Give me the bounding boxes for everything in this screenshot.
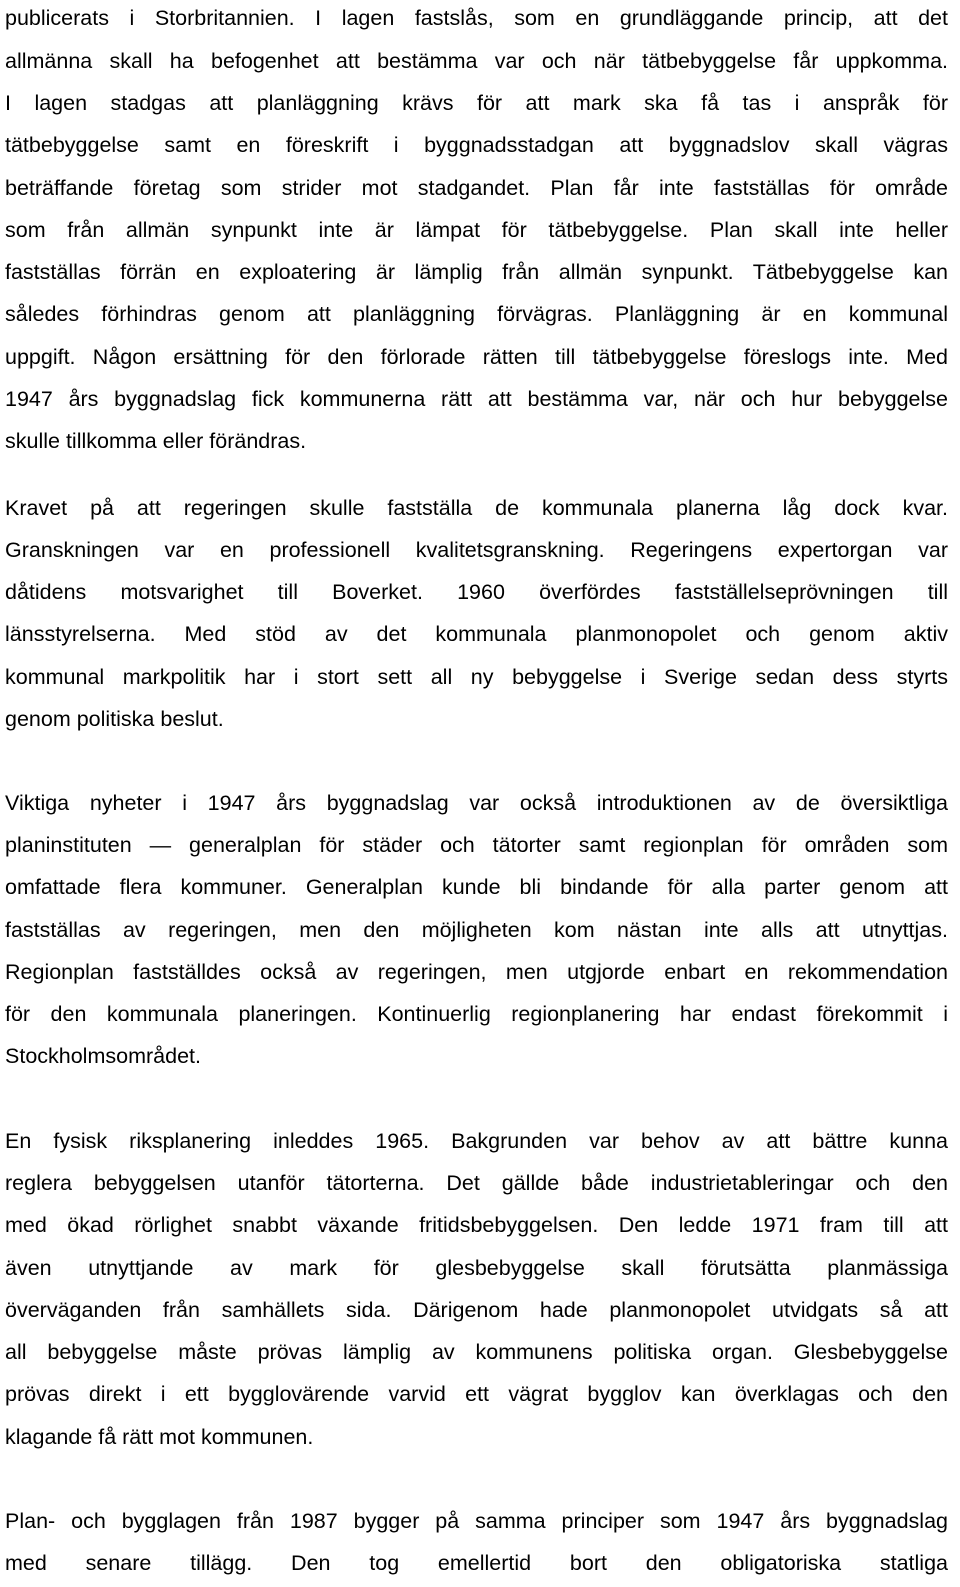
text-line: publicerats i Storbritannien. I lagen fastslås, som en grundläggande princip, att det [5, 6, 948, 30]
text-line: planinstituten — generalplan för städer och tätorter samt regionplan för områden som [5, 833, 948, 857]
text-line: 1947 års byggnadslag fick kommunerna rätt att bestämma var, när och hur bebyggelse [5, 387, 948, 411]
text-line: även utnyttjande av mark för glesbebyggelse skall förutsätta planmässiga [5, 1256, 948, 1280]
text-line: med ökad rörlighet snabbt växande fritidsbebyggelsen. Den ledde 1971 fram till att [5, 1213, 948, 1237]
text-line: Kravet på att regeringen skulle fastställa de kommunala planerna låg dock kvar. [5, 496, 948, 520]
text-line: länsstyrelserna. Med stöd av det kommunala planmonopolet och genom aktiv [5, 622, 948, 646]
text-line: överväganden från samhällets sida. Därigenom hade planmonopolet utvidgats så att [5, 1298, 948, 1322]
text-line: fastställas förrän en exploatering är lämplig från allmän synpunkt. Tätbebyggelse kan [5, 260, 948, 284]
text-line: dåtidens motsvarighet till Boverket. 1960 överfördes fastställelseprövningen till [5, 580, 948, 604]
text-line: genom politiska beslut. [5, 707, 224, 731]
text-line: Regionplan fastställdes också av regeringen, men utgjorde enbart en rekommendation [5, 960, 948, 984]
text-line: Viktiga nyheter i 1947 års byggnadslag var också introduktionen av de översiktliga [5, 791, 948, 815]
text-line: allmänna skall ha befogenhet att bestämma var och när tätbebyggelse får uppkomma. [5, 49, 948, 73]
text-line: reglera bebyggelsen utanför tätorterna. Det gällde både industrietableringar och den [5, 1171, 948, 1195]
text-line: skulle tillkomma eller förändras. [5, 429, 307, 453]
text-line: Plan- och bygglagen från 1987 bygger på samma principer som 1947 års byggnadslag [5, 1509, 948, 1533]
text-line: uppgift. Någon ersättning för den förlorade rätten till tätbebyggelse föreslogs inte. Med [5, 345, 948, 369]
text-line: fastställas av regeringen, men den möjligheten kom nästan inte alls att utnyttjas. [5, 918, 948, 942]
text-line: beträffande företag som strider mot stadgandet. Plan får inte fastställas för område [5, 176, 948, 200]
text-line: Granskningen var en professionell kvalitetsgranskning. Regeringens expertorgan var [5, 538, 948, 562]
text-line: omfattade flera kommuner. Generalplan kunde bli bindande för alla parter genom att [5, 875, 948, 899]
text-line: med senare tillägg. Den tog emellertid bort den obligatoriska statliga [5, 1551, 948, 1575]
text-line: kommunal markpolitik har i stort sett all ny bebyggelse i Sverige sedan dess styrts [5, 665, 948, 689]
text-line: som från allmän synpunkt inte är lämpat för tätbebyggelse. Plan skall inte heller [5, 218, 948, 242]
text-line: Stockholmsområdet. [5, 1044, 201, 1068]
text-line: klagande få rätt mot kommunen. [5, 1425, 314, 1449]
text-line: I lagen stadgas att planläggning krävs för att mark ska få tas i anspråk för [5, 91, 948, 115]
text-line: prövas direkt i ett bygglovärende varvid ett vägrat bygglov kan överklagas och den [5, 1382, 948, 1406]
text-line: tätbebyggelse samt en föreskrift i byggnadsstadgan att byggnadslov skall vägras [5, 133, 948, 157]
text-line: således förhindras genom att planläggning förvägras. Planläggning är en kommunal [5, 302, 948, 326]
text-line: för den kommunala planeringen. Kontinuerlig regionplanering har endast förekommit i [5, 1002, 948, 1026]
text-line: En fysisk riksplanering inleddes 1965. Bakgrunden var behov av att bättre kunna [5, 1129, 948, 1153]
text-line: all bebyggelse måste prövas lämplig av kommunens politiska organ. Glesbebyggelse [5, 1340, 948, 1364]
